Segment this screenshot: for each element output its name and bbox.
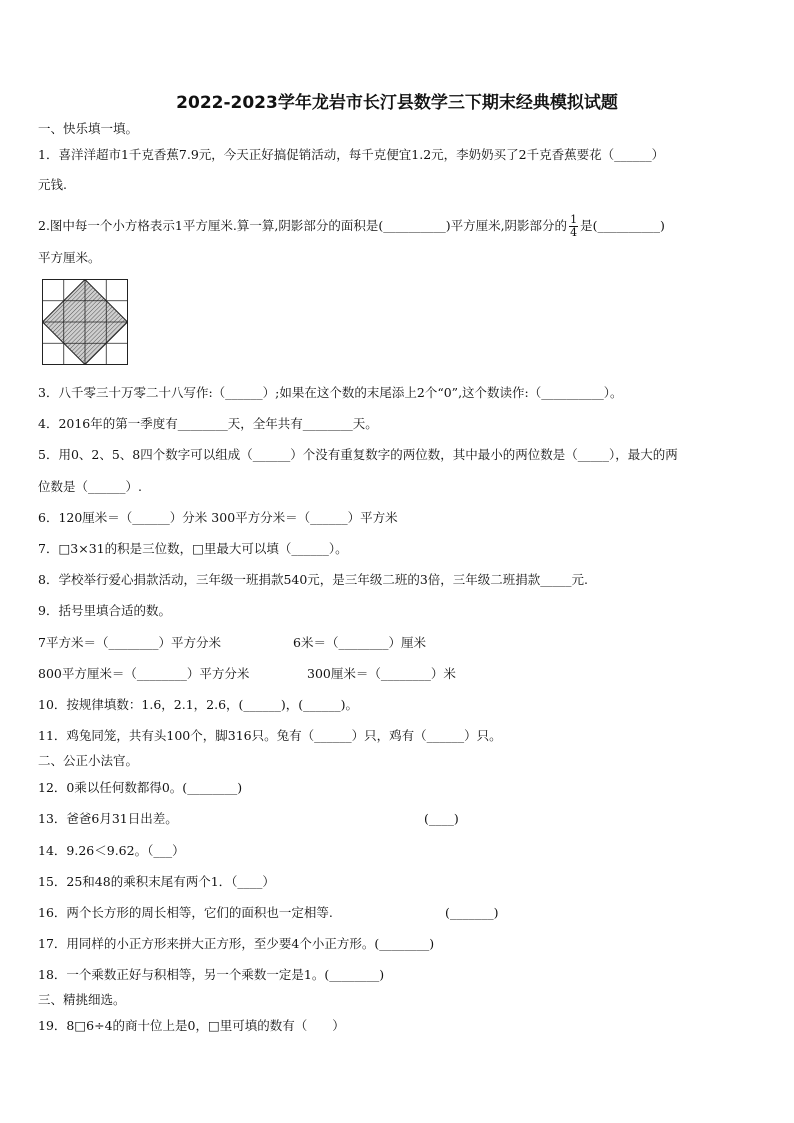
question-9-row-2-b: 300厘米＝（________）米 xyxy=(307,666,456,681)
question-1-line-2: 元钱. xyxy=(38,177,67,192)
fraction-one-quarter xyxy=(569,214,578,239)
question-4: 4．2016年的第一季度有________天，全年共有________天。 xyxy=(38,416,378,431)
question-7: 7．□3×31的积是三位数，□里最大可以填（______）。 xyxy=(38,541,348,556)
page-title: 2022-2023学年龙岩市长汀县数学三下期末经典模拟试题 xyxy=(176,93,618,113)
question-2-line-2: 平方厘米。 xyxy=(38,250,101,265)
question-2-text-b: 是(__________) xyxy=(580,218,665,233)
fraction-denominator: 4 xyxy=(570,226,578,239)
question-11: 11．鸡兔同笼，共有头100个，脚316只。兔有（______）只，鸡有（______）只。 xyxy=(38,728,502,743)
question-12: 12．0乘以任何数都得0。(________) xyxy=(38,780,243,795)
question-19: 19．8□6÷4的商十位上是0，□里可填的数有（ ） xyxy=(38,1018,345,1033)
question-17: 17．用同样的小正方形来拼大正方形，至少要4个小正方形。(________) xyxy=(38,936,435,951)
question-18: 18．一个乘数正好与积相等，另一个乘数一定是1。(________) xyxy=(38,967,385,982)
section-heading-3: 三、精挑细选。 xyxy=(38,992,126,1007)
question-16-blank: (_______) xyxy=(445,905,499,920)
question-9-row-1-b: 6米＝（________）厘米 xyxy=(293,635,426,650)
question-15: 15．25和48的乘积末尾有两个1．（____） xyxy=(38,874,275,889)
question-2-line-1 xyxy=(38,214,665,239)
question-13-text: 13．爸爸6月31日出差。 xyxy=(38,811,178,826)
question-8: 8．学校举行爱心捐款活动，三年级一班捐款540元，是三年级二班的3倍，三年级二班捐款_____元. xyxy=(38,572,588,587)
question-6: 6．120厘米＝（______）分米 300平方分米＝（______）平方米 xyxy=(38,510,398,525)
question-5-line-1: 5．用0、2、5、8四个数字可以组成（______）个没有重复数字的两位数，其中最小的两位数是（_____），最大的两 xyxy=(38,447,678,462)
section-heading-1: 一、快乐填一填。 xyxy=(38,121,139,136)
question-1-line-1: 1．喜洋洋超市1千克香蕉7.9元，今天正好搞促销活动，每千克便宜1.2元，李奶奶买了2千克香蕉要花（______） xyxy=(38,147,665,162)
question-9-row-1-a: 7平方米＝（________）平方分米 xyxy=(38,635,221,650)
question-13-blank: (____) xyxy=(424,811,459,826)
question-9-row-2-a: 800平方厘米＝（________）平方分米 xyxy=(38,666,250,681)
question-14: 14．9.26＜9.62。（___） xyxy=(38,843,185,858)
question-16-text: 16．两个长方形的周长相等，它们的面积也一定相等. xyxy=(38,905,333,920)
question-9-stem: 9．括号里填合适的数。 xyxy=(38,603,171,618)
question-2-text-a: 2.图中每一个小方格表示1平方厘米.算一算,阴影部分的面积是(__________)平方厘米,阴影部分的 xyxy=(38,218,568,233)
question-10: 10．按规律填数：1.6，2.1，2.6，(______)，(______)。 xyxy=(38,697,359,712)
grid-diagram xyxy=(42,279,128,365)
question-5-line-2: 位数是（______）. xyxy=(38,479,142,494)
fraction-numerator: 1 xyxy=(570,213,578,226)
question-3: 3．八千零三十万零二十八写作:（______）;如果在这个数的末尾添上2个“0”,这个数读作:（__________）。 xyxy=(38,385,623,400)
section-heading-2: 二、公正小法官。 xyxy=(38,753,139,768)
